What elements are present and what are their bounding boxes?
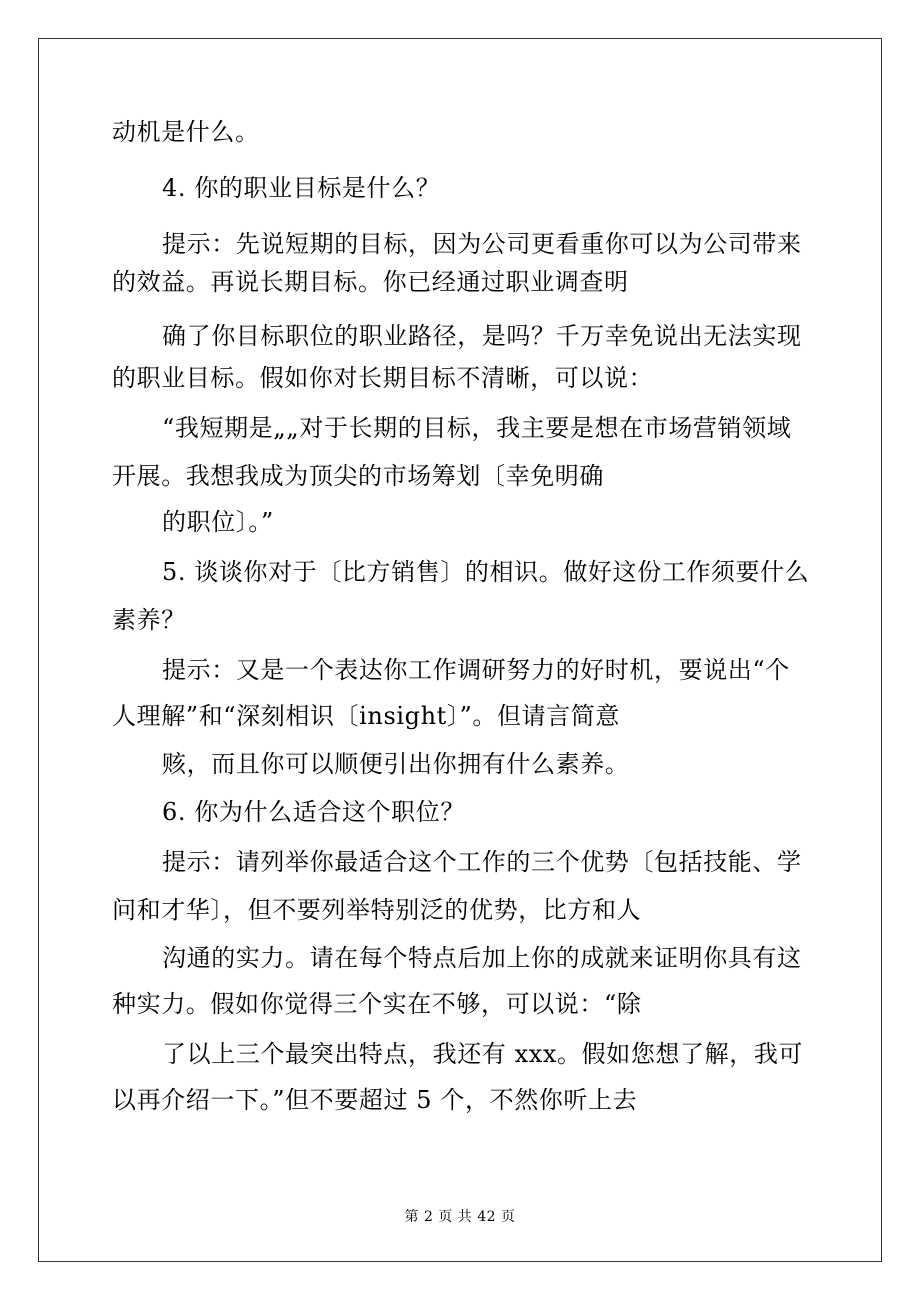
text-line: 赅，而且你可以顺便引出你拥有什么素养。 [162, 750, 630, 778]
text-line: 确了你目标职位的职业路径，是吗？千万幸免说出无法实现 [162, 322, 802, 350]
page-number-footer: 第 2 页 共 42 页 [404, 1209, 516, 1225]
text-line: 提示：先说短期的目标，因为公司更看重你可以为公司带来 [162, 230, 802, 258]
text-line: 动机是什么。 [112, 118, 260, 146]
text-line: 以再介绍一下。”但不要超过 5 个，不然你听上去 [112, 1086, 638, 1114]
text-line: 的职业目标。假如你对长期目标不清晰，可以说： [112, 364, 654, 392]
text-line: “我短期是„„对于长期的目标，我主要是想在市场营销领域 [162, 414, 792, 442]
text-line: 了以上三个最突出特点，我还有 xxx。假如您想了解，我可 [162, 1040, 804, 1068]
text-line: 素养？ [112, 606, 186, 634]
text-line: 提示：请列举你最适合这个工作的三个优势〔包括技能、学 [162, 848, 802, 876]
question-heading: 6. 你为什么适合这个职位？ [162, 798, 465, 826]
text-line: 人理解”和“深刻相识〔insight〕”。但请言简意 [112, 702, 620, 730]
text-line: 沟通的实力。请在每个特点后加上你的成就来证明你具有这 [162, 944, 802, 972]
text-line: 种实力。假如你觉得三个实在不够，可以说：“除 [112, 990, 642, 1018]
text-line: 的效益。再说长期目标。你已经通过职业调查明 [112, 268, 629, 296]
question-heading: 4. 你的职业目标是什么？ [162, 174, 441, 202]
text-line: 的职位〕。” [162, 508, 274, 536]
question-heading: 5. 谈谈你对于〔比方销售〕的相识。做好这份工作须要什么 [162, 558, 810, 586]
text-line: 开展。我想我成为顶尖的市场筹划〔幸免明确 [112, 462, 604, 490]
text-line: 问和才华〕，但不要列举特别泛的优势，比方和人 [112, 896, 642, 924]
text-line: 提示：又是一个表达你工作调研努力的好时机，要说出“个 [162, 656, 790, 684]
